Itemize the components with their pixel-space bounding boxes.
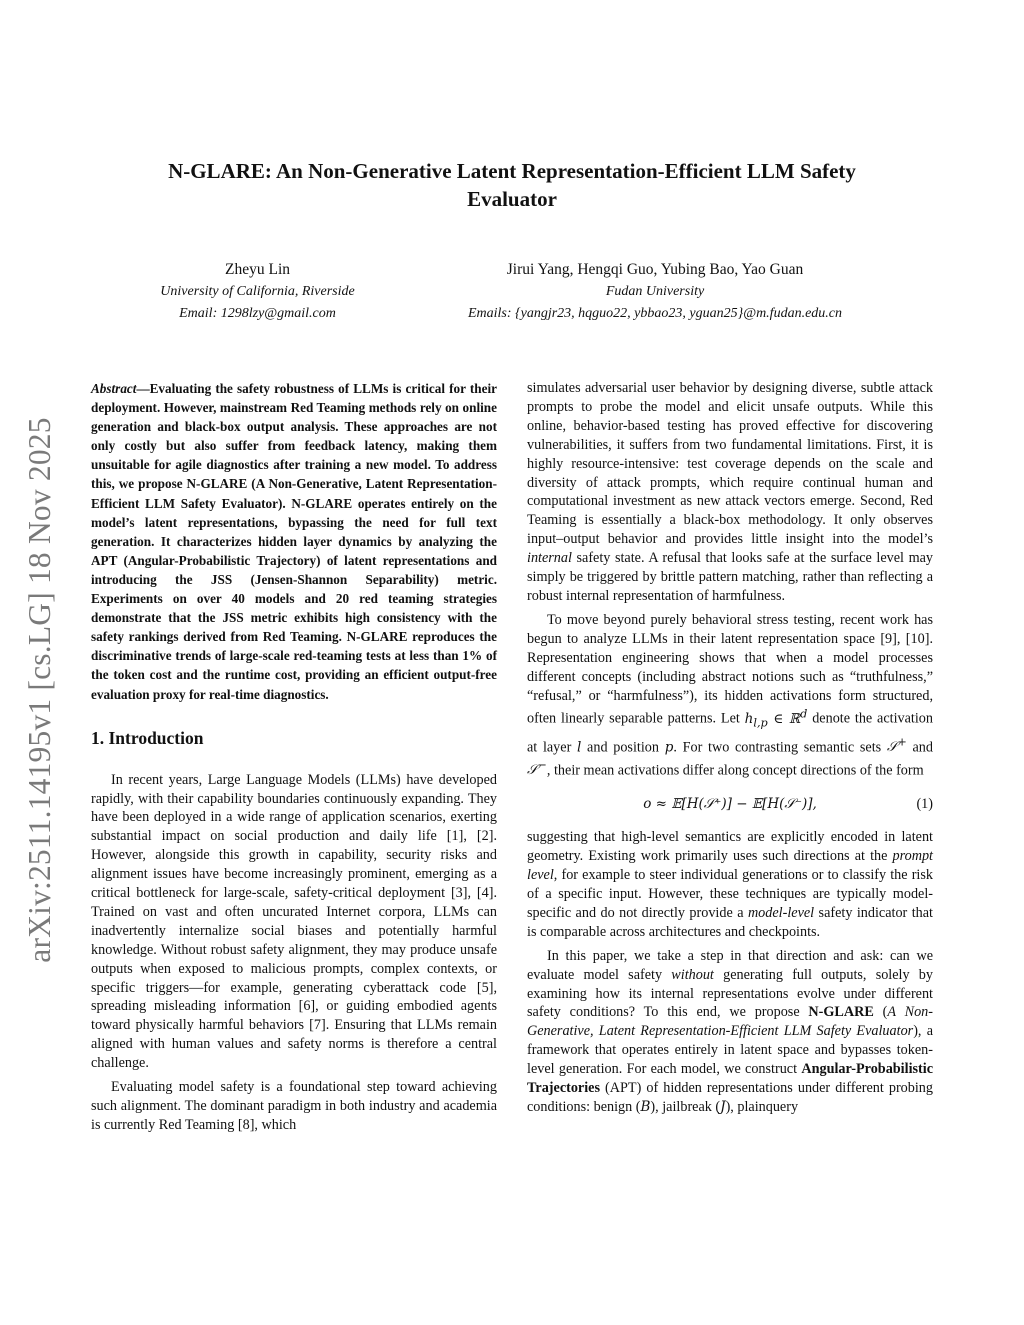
body-paragraph-4: In this paper, we take a step in that direction and ask: can we evaluate model safety without generating full outputs, solely by examining how its internal representations evolve under different safety conditions? To this end, we propose N-GLARE (A Non-Generative, Latent Representation-Efficient LLM Safety Evaluator), a framework that operates entirely in latent space and bypasses token-level generation. For each model, we construct Angular-Probabilistic Trajectories (APT) of hidden representations under different probing conditions: benign (B), jailbreak (J), plainquery xyxy=(527,947,933,1115)
math-set-negative: 𝒮− xyxy=(527,758,547,779)
title-line-2: Evaluator xyxy=(467,187,557,211)
abstract-text: —Evaluating the safety robustness of LLMs is critical for their deployment. However, mainstream Red Teaming methods rely on online generation and black-box output analysis. These approaches are not only costly but also suffer from feedback latency, making them unsuitable for agile diagnostics after training a new model. To address this, we propose N-GLARE (A Non-Generative, Latent Representation-Efficient LLM Safety Evaluator). N-GLARE operates entirely on the model’s latent representations, bypassing the need for full text generation. It characterizes hidden layer dynamics by analyzing the APT (Angular-Probabilistic Trajectory) of latent representations and introducing the JSS (Jensen-Shannon Separability) metric. Experiments on over 40 models and 20 red teaming strategies demonstrate that the JSS metric exhibits high consistency with the safety rankings derived from Red Teaming. N-GLARE reproduces the discriminative trends of large-scale red-teaming tests at less than 1% of the token cost and the runtime cost, providing an efficient output-free evaluation proxy for real-time diagnostics. xyxy=(91,381,497,702)
title-line-1: N-GLARE: An Non-Generative Latent Representation-Efficient LLM Safety xyxy=(168,159,856,183)
arxiv-identifier: arXiv:2511.14195v1 [cs.LG] 18 Nov 2025 xyxy=(22,417,57,963)
right-column xyxy=(527,379,933,1117)
intro-paragraph-1: In recent years, Large Language Models (LLMs) have developed rapidly, with their capability boundaries continuously expanding. They have been deployed in a wide range of application scenarios, exerting substantial impact on social production and daily life [1], [2]. However, alongside this growth in capability, security risks and alignment issues have become increasingly prominent, emerging as a critical bottleneck for large-scale, safety-critical deployment [3], [4]. Trained on vast and often uncurated Internet corpora, LLMs can inadvertently internalize social biases and potentially harmful knowledge. Without robust safety alignment, they may produce unsafe outputs when exposed to malicious prompts, complex contexts, or specific triggers—for example, generating cyberattack code [5], spreading misleading information [6], or guiding embodied agents toward physically harmful behaviors [7]. Ensuring that LLMs remain aligned with human values and safety norms is therefore a central challenge. xyxy=(91,771,497,1072)
author-affiliation: Fudan University xyxy=(605,284,705,299)
left-column xyxy=(91,379,497,1135)
paper-title xyxy=(90,157,934,213)
author-email: Emails: {yangjr23, hqguo22, ybbao23, yguan25}@m.fudan.edu.cn xyxy=(467,306,843,321)
body-paragraph-3: suggesting that high-level semantics are explicitly encoded in latent geometry. Existing work primarily uses such directions at the prompt level, for example to steer individual generations or to classify the risk of a specific input. However, these techniques are typically model-specific and do not directly provide a model-level safety indicator that is comparable across architectures and checkpoints. xyxy=(527,829,933,940)
math-set-positive: 𝒮+ xyxy=(886,735,907,755)
section-heading-introduction: 1. Introduction xyxy=(91,727,204,748)
equation-body: o ≈ 𝔼[H(𝒮⁺)] − 𝔼[H(𝒮⁻)], xyxy=(643,795,817,812)
math-activation: $h_{l,p}$ ∈ ℝ$^d$ xyxy=(744,707,808,730)
author-name: Zheyu Lin xyxy=(225,261,290,278)
author-block-2 xyxy=(400,259,910,325)
intro-paragraph-2: Evaluating model safety is a foundational step toward achieving such alignment. The dominant paradigm in both industry and academia is currently Red Teaming [8], which xyxy=(91,1079,497,1133)
equation-number: (1) xyxy=(916,796,933,813)
author-affiliation: University of California, Riverside xyxy=(160,284,355,299)
body-paragraph-2: To move beyond purely behavioral stress testing, recent work has begun to analyze LLMs in their latent representation space [9], [10]. Representation engineering shows that when a model processes different concepts (including abstract notions such as “truthfulness,” “refusal,” or “harmfulness”), its hidden activations form structured, often linearly separable patterns. Let $h_{l,p}$ ∈ ℝ$^d$ denote the activation at layer l and position p. For two contrasting semantic sets 𝒮+ and 𝒮−, their mean activations differ along concept directions of the form xyxy=(527,611,933,779)
equation-1 xyxy=(527,786,933,822)
body-paragraph-1: simulates adversarial user behavior by designing diverse, subtle attack prompts to probe the model and elicit unsafe outputs. While this online, behavior-based testing has proved effective for discovering vulnerabilities, it suffers from two fundamental limitations. First, it is highly resource-intensive: test coverage depends on the scale and diversity of attack prompts, which require continual human and computational investment as new attack vectors emerge. Second, Red Teaming is essentially a black-box methodology. It only observes input–output behavior and provides little insight into the model’s internal safety state. A refusal that looks safe at the surface level may simply be triggered by brittle pattern matching, rather than reflecting a robust internal representation of harmfulness. xyxy=(527,380,933,604)
abstract xyxy=(91,379,497,704)
author-name: Jirui Yang, Hengqi Guo, Yubing Bao, Yao Guan xyxy=(506,261,804,278)
author-block-1 xyxy=(120,259,395,325)
author-email: Email: 1298lzy@gmail.com xyxy=(179,306,336,321)
abstract-label: Abstract xyxy=(91,381,137,396)
